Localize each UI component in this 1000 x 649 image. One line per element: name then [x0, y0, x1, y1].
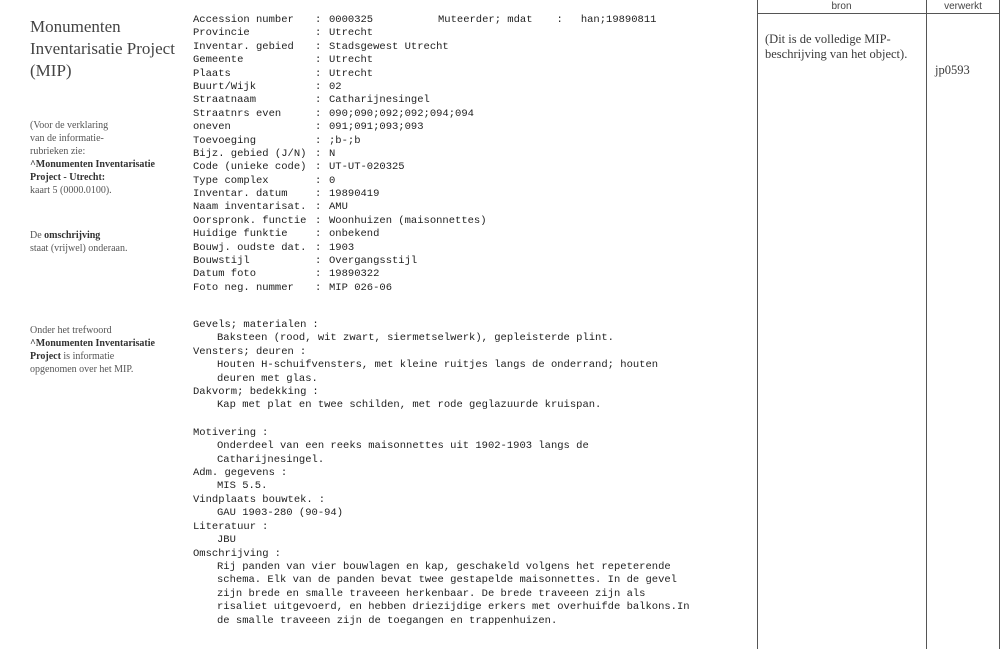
section-heading-text: Literatuur: [193, 520, 257, 533]
note-line: [30, 242, 180, 255]
processed-code: jp0593: [935, 63, 970, 77]
field-value: 0: [329, 174, 336, 187]
note-text: Project: [30, 351, 61, 362]
note-text: Onder het trefwoord: [30, 325, 112, 336]
field-value: UT-UT-020325: [329, 161, 405, 174]
section: [193, 521, 753, 548]
field-row: [193, 41, 753, 54]
section-text: Kap met plat en twee schilden, met rode geglazuurde kruispan.: [217, 399, 602, 412]
field-row: [193, 188, 753, 201]
field-label: Straatnaam: [193, 94, 257, 107]
section-text: GAU 1903-280 (90-94): [217, 507, 344, 520]
note-line: [30, 324, 180, 337]
section-text: Houten H-schuifvensters, met kleine ruitjes langs de onderrand; houten deuren met glas.: [217, 359, 659, 385]
field-value: Utrecht: [329, 67, 374, 80]
field-label: Gemeente: [193, 54, 244, 67]
field-row: [193, 175, 753, 188]
note-line: [30, 145, 180, 158]
field-value: Stadsgewest Utrecht: [329, 40, 449, 53]
field-value: Catharijnesingel: [329, 94, 430, 107]
field-label: Toevoeging: [193, 134, 257, 147]
field-row: [193, 282, 753, 295]
section-separator: :: [299, 345, 307, 358]
note-text: Project - Utrecht:: [30, 172, 106, 183]
field-label: Straatnrs even: [193, 107, 282, 120]
field-label: Datum foto: [193, 268, 257, 281]
field-row: [193, 108, 753, 121]
section-separator: :: [262, 520, 269, 533]
column-rule-middle: [926, 0, 927, 649]
field-value: 1903: [329, 241, 355, 254]
field-separator: :: [315, 121, 322, 134]
field-row: [193, 54, 753, 67]
note-line: [30, 132, 180, 145]
field-value: AMU: [329, 201, 348, 214]
note-text: ^Monumenten Inventarisatie: [30, 159, 155, 170]
field-row: [193, 135, 753, 148]
field-separator: :: [315, 107, 322, 120]
field-separator: :: [315, 40, 322, 53]
field-separator: :: [315, 228, 322, 241]
section-heading-text: Motivering: [193, 426, 257, 439]
field-value: 19890322: [329, 268, 380, 281]
field-label: Inventar. datum: [193, 188, 288, 201]
field-row: [193, 148, 753, 161]
section-heading: [193, 346, 753, 359]
field-separator: :: [315, 14, 322, 26]
field-value: 0000325: [329, 14, 374, 26]
note-line: [30, 171, 180, 184]
section-text: Rij panden van vier bouwlagen en kap, geschakeld volgens het repeterende schema. Elk van de panden bevat twee gestapelde maisonnettes. In de gevel zijn brede en smalle traveeen herkenbaar. De brede traveeen zijn als risaliet uitgevoerd, en hebben driezijdige erkers met overhuifde balkons.In de smalle traveeen zijn de toegangen en trappenhuizen.: [217, 560, 690, 627]
field-value: 090;090;092;092;094;094: [329, 107, 474, 120]
record-fields: [193, 14, 753, 295]
section-separator: :: [312, 319, 319, 331]
field-label: Naam inventarisat.: [193, 201, 307, 214]
section: [193, 548, 753, 628]
field-label: Bouwj. oudste dat.: [193, 241, 307, 254]
field-label: Buurt/Wijk: [193, 80, 257, 93]
field-value: 02: [329, 80, 342, 93]
mutator-label: Muteerder; mdat: [438, 14, 533, 26]
field-separator: :: [315, 67, 322, 80]
field-separator: :: [315, 188, 322, 201]
section: [193, 386, 753, 413]
section-text: Baksteen (rood, wit zwart, siermetselwerk), gepleisterde plint.: [217, 332, 614, 345]
field-row: [193, 81, 753, 94]
field-value: Overgangsstijl: [329, 255, 418, 268]
description-sections: [193, 319, 753, 628]
field-row: [193, 228, 753, 241]
field-row: [193, 94, 753, 107]
field-row: [193, 255, 753, 268]
field-separator: :: [315, 27, 322, 40]
field-separator: :: [315, 134, 322, 147]
field-separator: :: [315, 174, 322, 187]
field-row: [193, 242, 753, 255]
field-value: 091;091;093;093: [329, 121, 424, 134]
note-line: [30, 350, 180, 363]
note-text: omschrijving: [44, 230, 101, 241]
note-line: [30, 363, 180, 376]
field-label: Accession number: [193, 14, 294, 26]
field-separator: :: [315, 201, 322, 214]
note-text: staat (vrijwel) onderaan.: [30, 243, 128, 254]
column-rule-left: [757, 0, 758, 649]
field-value: Woonhuizen (maisonnettes): [329, 214, 487, 227]
section-heading-text: Adm. gegevens: [193, 467, 275, 480]
section-heading-text: Vindplaats bouwtek.: [193, 493, 313, 506]
field-row: [193, 268, 753, 281]
field-value: onbekend: [329, 228, 380, 241]
section-heading: [193, 386, 753, 399]
field-separator: :: [315, 94, 322, 107]
mutator-field: Muteerder; mdat : han;19890811: [438, 14, 657, 26]
section-separator: :: [274, 547, 281, 560]
note-line: [30, 184, 180, 197]
field-label: Foto neg. nummer: [193, 281, 294, 294]
field-row: [193, 161, 753, 174]
section-heading: [193, 521, 753, 534]
section-separator: :: [318, 493, 326, 506]
field-value: N: [329, 147, 336, 160]
section-separator: :: [262, 426, 269, 439]
section-heading: [193, 319, 753, 332]
column-header-bron: bron: [831, 1, 852, 12]
field-separator: :: [315, 214, 322, 227]
section: [193, 319, 753, 346]
section-text: JBU: [217, 534, 236, 547]
source-note: (Dit is de volledige MIP-beschrijving van het object).: [765, 32, 908, 61]
field-label: Bouwstijl: [193, 255, 250, 268]
column-header-verwerkt: verwerkt: [944, 1, 982, 12]
section-text: Onderdeel van een reeks maisonnettes uit 1902-1903 langs de Catharijnesingel.: [217, 440, 589, 466]
field-separator: :: [315, 281, 322, 294]
field-separator: :: [315, 80, 322, 93]
field-separator: :: [315, 268, 322, 281]
note-line: [30, 337, 180, 350]
field-label: Huidige funktie: [193, 228, 288, 241]
note-line: [30, 158, 180, 171]
header-rule: [757, 13, 1000, 14]
section-separator: :: [312, 386, 319, 399]
field-value: Utrecht: [329, 54, 374, 67]
field-label: Plaats: [193, 67, 231, 80]
section-heading: [193, 427, 753, 440]
section-heading: [193, 467, 753, 480]
section: [193, 494, 753, 521]
field-separator: :: [315, 255, 322, 268]
section-heading-text: Omschrijving: [193, 547, 269, 560]
field-row: [193, 215, 753, 228]
note-text: ^Monumenten Inventarisatie: [30, 338, 155, 349]
field-separator: :: [315, 241, 322, 254]
section-separator: :: [280, 467, 288, 480]
field-row: [193, 121, 753, 134]
note-line: [30, 229, 180, 242]
field-label: Provincie: [193, 27, 250, 40]
note-text: van de informatie-: [30, 133, 104, 144]
section-heading: [193, 494, 753, 507]
section-heading-text: Dakvorm; bedekking: [193, 386, 307, 399]
field-separator: :: [315, 54, 322, 67]
field-row: [193, 68, 753, 81]
section: [193, 467, 753, 494]
section-gap: [193, 413, 753, 427]
note-description-location: [30, 229, 180, 255]
field-separator: :: [315, 147, 322, 160]
note-text: rubrieken zie:: [30, 146, 86, 157]
field-value: 19890419: [329, 188, 380, 201]
field-label: Code (unieke code): [193, 161, 307, 174]
field-value: MIP 026-06: [329, 281, 393, 294]
note-text: is informatie: [60, 351, 115, 362]
section: [193, 346, 753, 386]
field-label: Oorspronk. functie: [193, 214, 307, 227]
note-text: kaart 5 (0000.0100).: [30, 185, 112, 196]
field-label: Type complex: [193, 174, 269, 187]
section: [193, 427, 753, 467]
field-value: Utrecht: [329, 27, 374, 40]
note-reference: [30, 119, 180, 197]
archive-title: Monumenten Inventarisatie Project (MIP): [30, 17, 175, 80]
note-keyword: [30, 324, 180, 376]
section-heading-text: Vensters; deuren: [193, 345, 294, 358]
field-separator: :: [315, 161, 322, 174]
section-heading: [193, 548, 753, 561]
note-text: opgenomen over het MIP.: [30, 364, 134, 375]
note-text: (Voor de verklaring: [30, 120, 109, 131]
field-row: [193, 27, 753, 40]
field-label: Bijz. gebied (J/N): [193, 147, 307, 160]
note-line: [30, 119, 180, 132]
field-value: ;b-;b: [329, 134, 361, 147]
note-text: De: [30, 230, 45, 241]
field-label: Inventar. gebied: [193, 40, 294, 53]
field-row: [193, 201, 753, 214]
mutator-value: han;19890811: [580, 14, 657, 26]
section-heading-text: Gevels; materialen: [193, 319, 307, 331]
section-text: MIS 5.5.: [217, 480, 268, 493]
field-label: oneven: [193, 121, 231, 134]
